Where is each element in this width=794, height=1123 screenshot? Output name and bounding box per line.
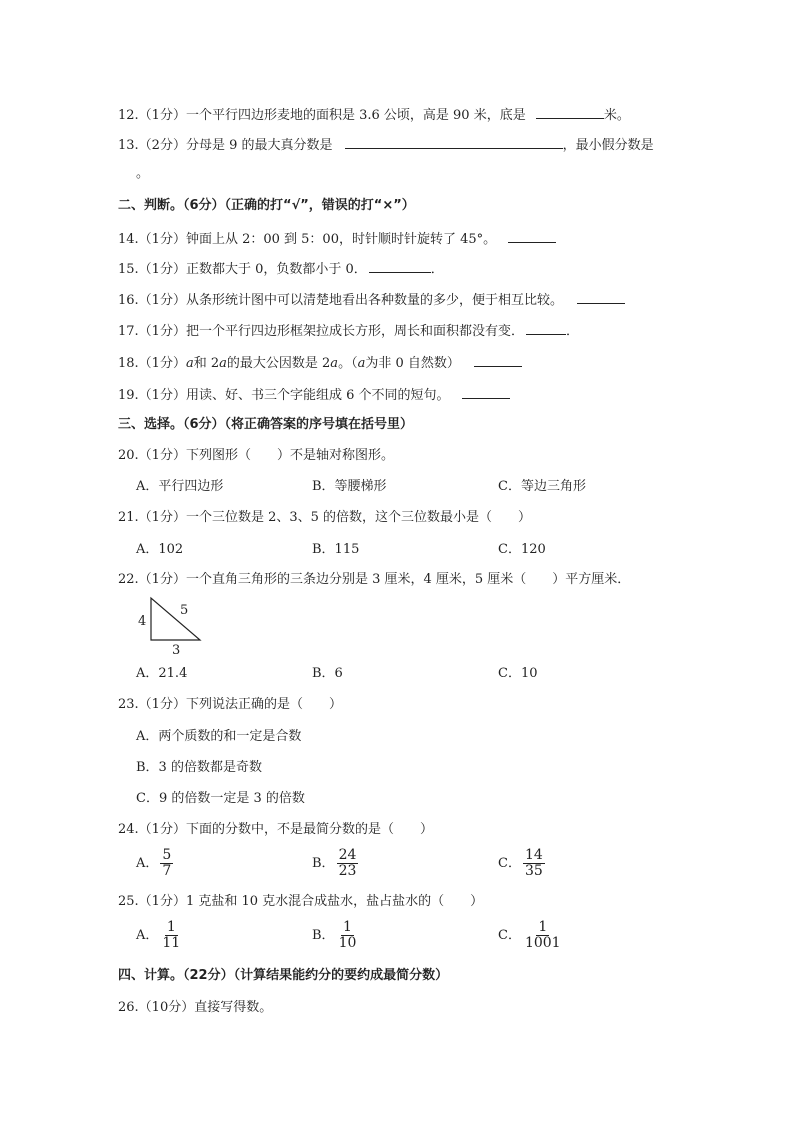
numerator: 1	[166, 919, 176, 935]
option-b[interactable]: B．6	[312, 666, 343, 681]
option-a[interactable]: A．102	[136, 542, 184, 557]
option-c[interactable]	[498, 848, 545, 879]
question-18	[118, 354, 522, 372]
variable-a: a	[219, 356, 227, 371]
question-18-part: 为非 0 自然数）	[365, 356, 460, 371]
question-14-text: 14.（1分）钟面上从 2：00 到 5：00，时针顺时针旋转了 45°。	[118, 232, 497, 247]
option-b[interactable]: B．等腰梯形	[312, 479, 387, 494]
answer-blank[interactable]	[369, 260, 431, 273]
option-c[interactable]	[498, 920, 563, 951]
numerator: 24	[338, 847, 357, 863]
question-26: 26.（10分）直接写得数。	[118, 1000, 273, 1015]
option-c[interactable]: C．120	[498, 542, 546, 557]
section-2-heading: 二、判断。（6分）（正确的打“√”，错误的打“×”）	[118, 198, 415, 213]
option-a[interactable]	[136, 920, 182, 951]
question-13-text: 13.（2分）分母是 9 的最大真分数是	[118, 138, 333, 153]
answer-blank[interactable]	[577, 291, 625, 304]
answer-blank[interactable]	[345, 136, 563, 149]
option-c[interactable]: C．等边三角形	[498, 479, 586, 494]
denominator: 7	[162, 863, 172, 879]
question-15	[118, 260, 444, 278]
variable-a: a	[330, 356, 339, 371]
question-18-part: 。（	[338, 356, 358, 371]
option-b[interactable]: B．115	[312, 542, 360, 557]
question-16	[118, 291, 625, 309]
question-20: 20.（1分）下列图形（ ）不是轴对称图形。	[118, 448, 394, 463]
numerator: 1	[538, 919, 548, 935]
numerator: 14	[524, 847, 543, 863]
variable-a: a	[357, 356, 366, 371]
option-a[interactable]: A．21.4	[136, 666, 188, 681]
option-b[interactable]: B．3 的倍数都是奇数	[136, 760, 262, 775]
denominator: 23	[338, 863, 357, 879]
denominator: 11	[162, 935, 181, 951]
option-a[interactable]	[136, 848, 173, 879]
option-label: A．	[136, 856, 159, 871]
question-16-text: 16.（1分）从条形统计图中可以清楚地看出各种数量的多少，便于相互比较。	[118, 293, 563, 308]
fraction	[337, 848, 359, 879]
fraction	[160, 920, 182, 951]
fraction	[160, 848, 173, 879]
question-19-text: 19.（1分）用读、好、书三个字能组成 6 个不同的短句。	[118, 388, 450, 403]
question-25: 25.（1分）1 克盐和 10 克水混合成盐水，盐占盐水的（ ）	[118, 894, 484, 909]
question-13	[118, 136, 654, 154]
question-13-mid: ，最小假分数是	[562, 138, 654, 153]
question-18-prefix: 18.（1分）	[118, 356, 186, 371]
option-a[interactable]: A．平行四边形	[136, 479, 224, 494]
question-14	[118, 230, 556, 248]
fraction	[523, 920, 563, 951]
option-b[interactable]	[312, 848, 358, 879]
question-13-end: 。	[136, 166, 150, 181]
option-a[interactable]: A．两个质数的和一定是合数	[136, 729, 302, 744]
triangle-shape	[151, 598, 200, 640]
question-17-end: ．	[565, 324, 579, 339]
label-left-side: 4	[138, 614, 147, 629]
section-3-heading: 三、选择。（6分）（将正确答案的序号填在括号里）	[118, 417, 414, 432]
question-22: 22.（1分）一个直角三角形的三条边分别是 3 厘米，4 厘米，5 厘米（ ）平方厘米．	[118, 572, 631, 587]
question-15-end: ．	[430, 262, 444, 277]
question-15-text: 15.（1分）正数都大于 0，负数都小于 0．	[118, 262, 367, 277]
answer-blank[interactable]	[526, 322, 566, 335]
denominator: 1001	[524, 935, 561, 951]
question-17-text: 17.（1分）把一个平行四边形框架拉成长方形，周长和面积都没有变．	[118, 324, 524, 339]
question-23: 23.（1分）下列说法正确的是（ ）	[118, 697, 342, 712]
option-c[interactable]: C．10	[498, 666, 538, 681]
option-label: A．	[136, 928, 159, 943]
question-12-unit: 米。	[603, 108, 630, 123]
fraction	[337, 920, 359, 951]
numerator: 1	[343, 919, 352, 935]
question-18-part: 的最大公因数是 2	[226, 356, 331, 371]
question-24: 24.（1分）下面的分数中，不是最简分数的是（ ）	[118, 822, 433, 837]
option-label: C．	[498, 856, 521, 871]
right-triangle-figure	[134, 596, 214, 656]
label-hypotenuse: 5	[180, 603, 189, 618]
answer-blank[interactable]	[536, 106, 604, 119]
answer-blank[interactable]	[508, 230, 556, 243]
question-19	[118, 386, 510, 404]
question-21: 21.（1分）一个三位数是 2、3、5 的倍数，这个三位数最小是（ ）	[118, 510, 532, 525]
option-label: C．	[498, 928, 521, 943]
fraction	[523, 848, 545, 879]
option-b[interactable]	[312, 920, 358, 951]
question-12	[118, 106, 630, 124]
question-17	[118, 322, 579, 340]
label-bottom-side: 3	[172, 643, 181, 656]
question-18-part: 和 2	[193, 356, 220, 371]
numerator: 5	[162, 847, 172, 863]
answer-blank[interactable]	[462, 386, 510, 399]
denominator: 35	[524, 863, 543, 879]
answer-blank[interactable]	[474, 354, 522, 367]
option-label: B．	[312, 928, 335, 943]
variable-a: a	[185, 356, 194, 371]
section-4-heading: 四、计算。（22分）（计算结果能约分的要约成最简分数）	[118, 968, 449, 983]
denominator: 10	[338, 935, 357, 951]
option-c[interactable]: C．9 的倍数一定是 3 的倍数	[136, 791, 305, 806]
option-label: B．	[312, 856, 335, 871]
question-12-text: 12.（1分）一个平行四边形麦地的面积是 3.6 公顷，高是 90 米，底是	[118, 108, 526, 123]
